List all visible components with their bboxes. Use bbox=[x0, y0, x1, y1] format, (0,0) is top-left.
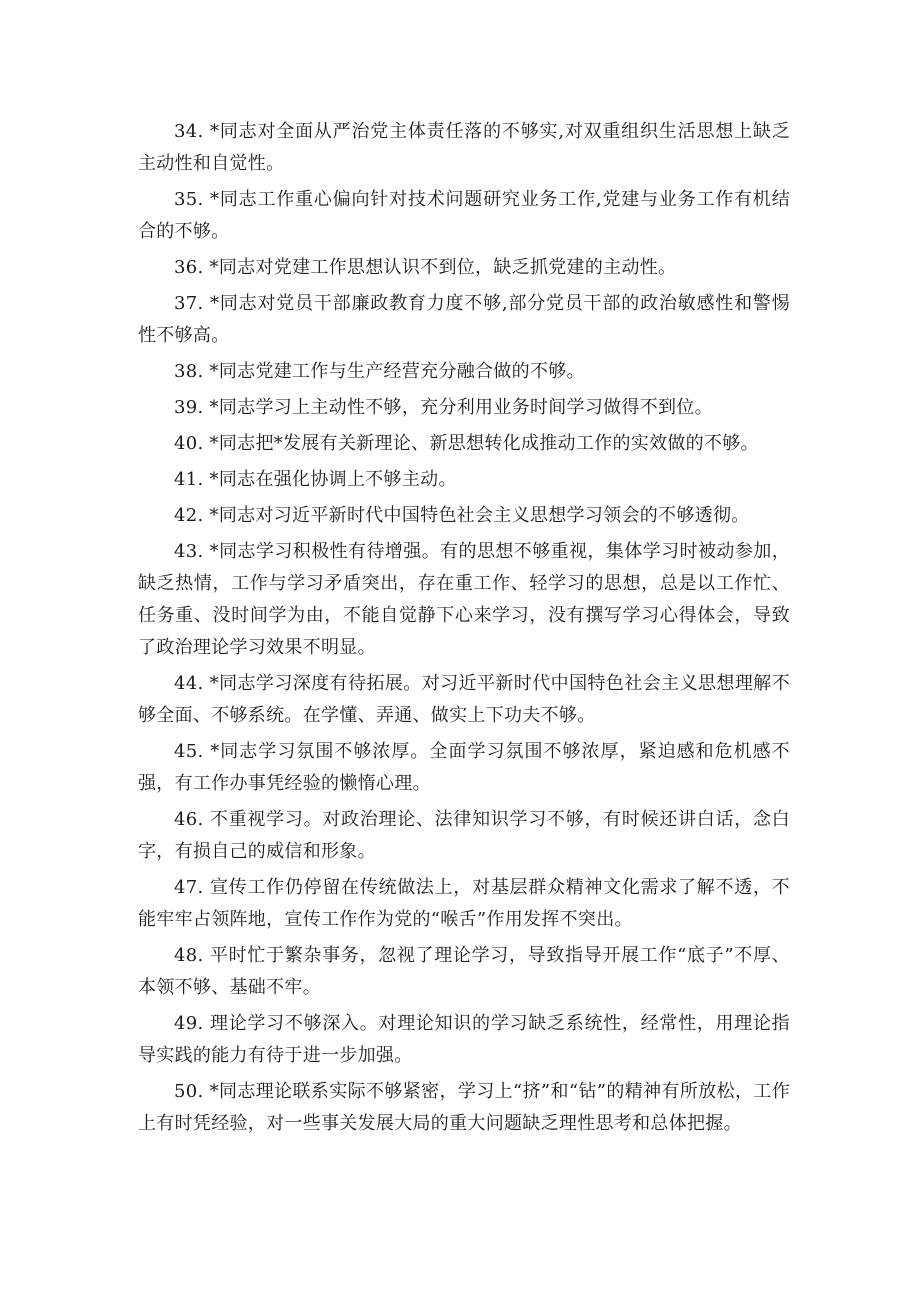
paragraph-47: 47. 宣传工作仍停留在传统做法上，对基层群众精神文化需求了解不透，不能牢牢占领阵地，宣传工作作为党的“喉舌”作用发挥不突出。 bbox=[138, 877, 790, 930]
paragraph-50: 50. *同志理论联系实际不够紧密，学习上“挤”和“钻”的精神有所放松，工作上有时凭经验，对一些事关发展大局的重大问题缺乏理性思考和总体把握。 bbox=[138, 1081, 790, 1134]
paragraph-44: 44. *同志学习深度有待拓展。对习近平新时代中国特色社会主义思想理解不够全面、不够系统。在学懂、弄通、做实上下功夫不够。 bbox=[138, 673, 790, 726]
paragraph-40: 40. *同志把*发展有关新理论、新思想转化成推动工作的实效做的不够。 bbox=[174, 433, 759, 454]
paragraph-34: 34. *同志对全面从严治党主体责任落的不够实,对双重组织生活思想上缺乏主动性和自觉性。 bbox=[138, 121, 790, 174]
paragraph-37: 37. *同志对党员干部廉政教育力度不够,部分党员干部的政治敏感性和警惕性不够高。 bbox=[138, 293, 790, 346]
paragraph-39: 39. *同志学习上主动性不够，充分利用业务时间学习做得不到位。 bbox=[174, 397, 713, 418]
paragraph-48: 48. 平时忙于繁杂事务，忽视了理论学习，导致指导开展工作“底子”不厚、本领不够、基础不牢。 bbox=[138, 945, 790, 998]
document-body bbox=[138, 116, 790, 1144]
paragraph-36: 36. *同志对党建工作思想认识不到位，缺乏抓党建的主动性。 bbox=[174, 257, 677, 278]
paragraph-45: 45. *同志学习氛围不够浓厚。全面学习氛围不够浓厚，紧迫感和危机感不强，有工作办事凭经验的懒惰心理。 bbox=[138, 741, 790, 794]
paragraph-43: 43. *同志学习积极性有待增强。有的思想不够重视，集体学习时被动参加，缺乏热情，工作与学习矛盾突出，存在重工作、轻学习的思想，总是以工作忙、任务重、没时间学为由，不能自觉静下心来学习，没有撰写学习心得体会，导致了政治理论学习效果不明显。 bbox=[138, 541, 790, 658]
paragraph-42: 42. *同志对习近平新时代中国特色社会主义思想学习领会的不够透彻。 bbox=[174, 505, 750, 526]
paragraph-49: 49. 理论学习不够深入。对理论知识的学习缺乏系统性，经常性，用理论指导实践的能力有待于进一步加强。 bbox=[138, 1013, 790, 1066]
paragraph-38: 38. *同志党建工作与生产经营充分融合做的不够。 bbox=[174, 361, 585, 382]
paragraph-35: 35. *同志工作重心偏向针对技术问题研究业务工作,党建与业务工作有机结合的不够。 bbox=[138, 189, 790, 242]
paragraph-41: 41. *同志在强化协调上不够主动。 bbox=[174, 469, 457, 490]
paragraph-46: 46. 不重视学习。对政治理论、法律知识学习不够，有时候还讲白话，念白字，有损自己的威信和形象。 bbox=[138, 809, 790, 862]
